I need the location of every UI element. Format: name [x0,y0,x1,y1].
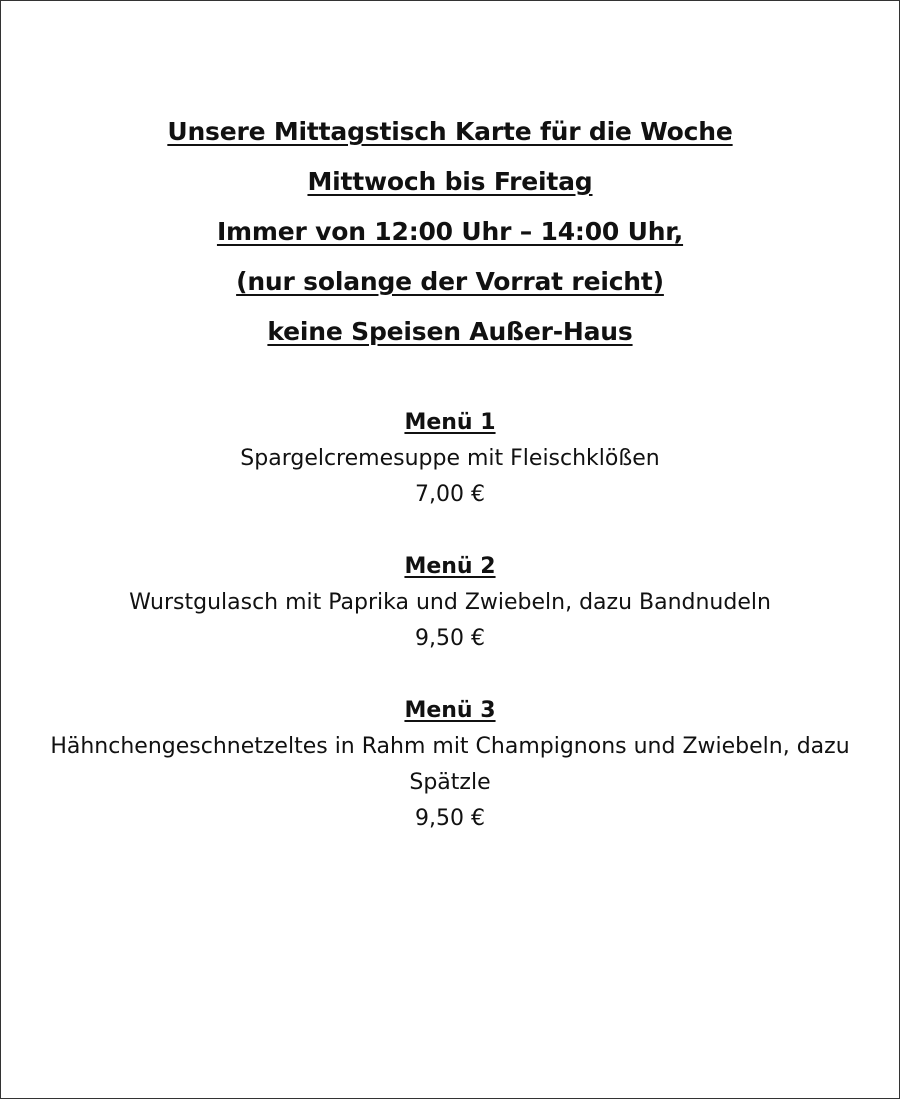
menu-title: Menü 1 [404,410,496,435]
menu-title: Menü 3 [404,698,496,723]
menu-price: 7,00 € [415,482,485,507]
header-title: Unsere Mittagstisch Karte für die Woche [167,117,733,146]
menu-price: 9,50 € [415,806,485,831]
menu-price: 9,50 € [415,626,485,651]
menu-description: Hähnchengeschnetzeltes in Rahm mit Champignons und Zwiebeln, dazu Spätzle [50,734,850,795]
menu-description: Spargelcremesuppe mit Fleischklößen [240,446,660,471]
header-no-takeaway-note: keine Speisen Außer-Haus [267,317,633,346]
header-days: Mittwoch bis Freitag [307,167,593,196]
menu-item-3 [41,693,859,837]
menu-header [1,107,899,357]
menu-item-2 [41,549,859,657]
menu-item-1 [41,405,859,513]
menu-list [41,405,859,873]
header-availability-note: (nur solange der Vorrat reicht) [236,267,664,296]
menu-description: Wurstgulasch mit Paprika und Zwiebeln, dazu Bandnudeln [129,590,771,615]
header-hours: Immer von 12:00 Uhr – 14:00 Uhr, [216,217,684,246]
menu-title: Menü 2 [404,554,496,579]
